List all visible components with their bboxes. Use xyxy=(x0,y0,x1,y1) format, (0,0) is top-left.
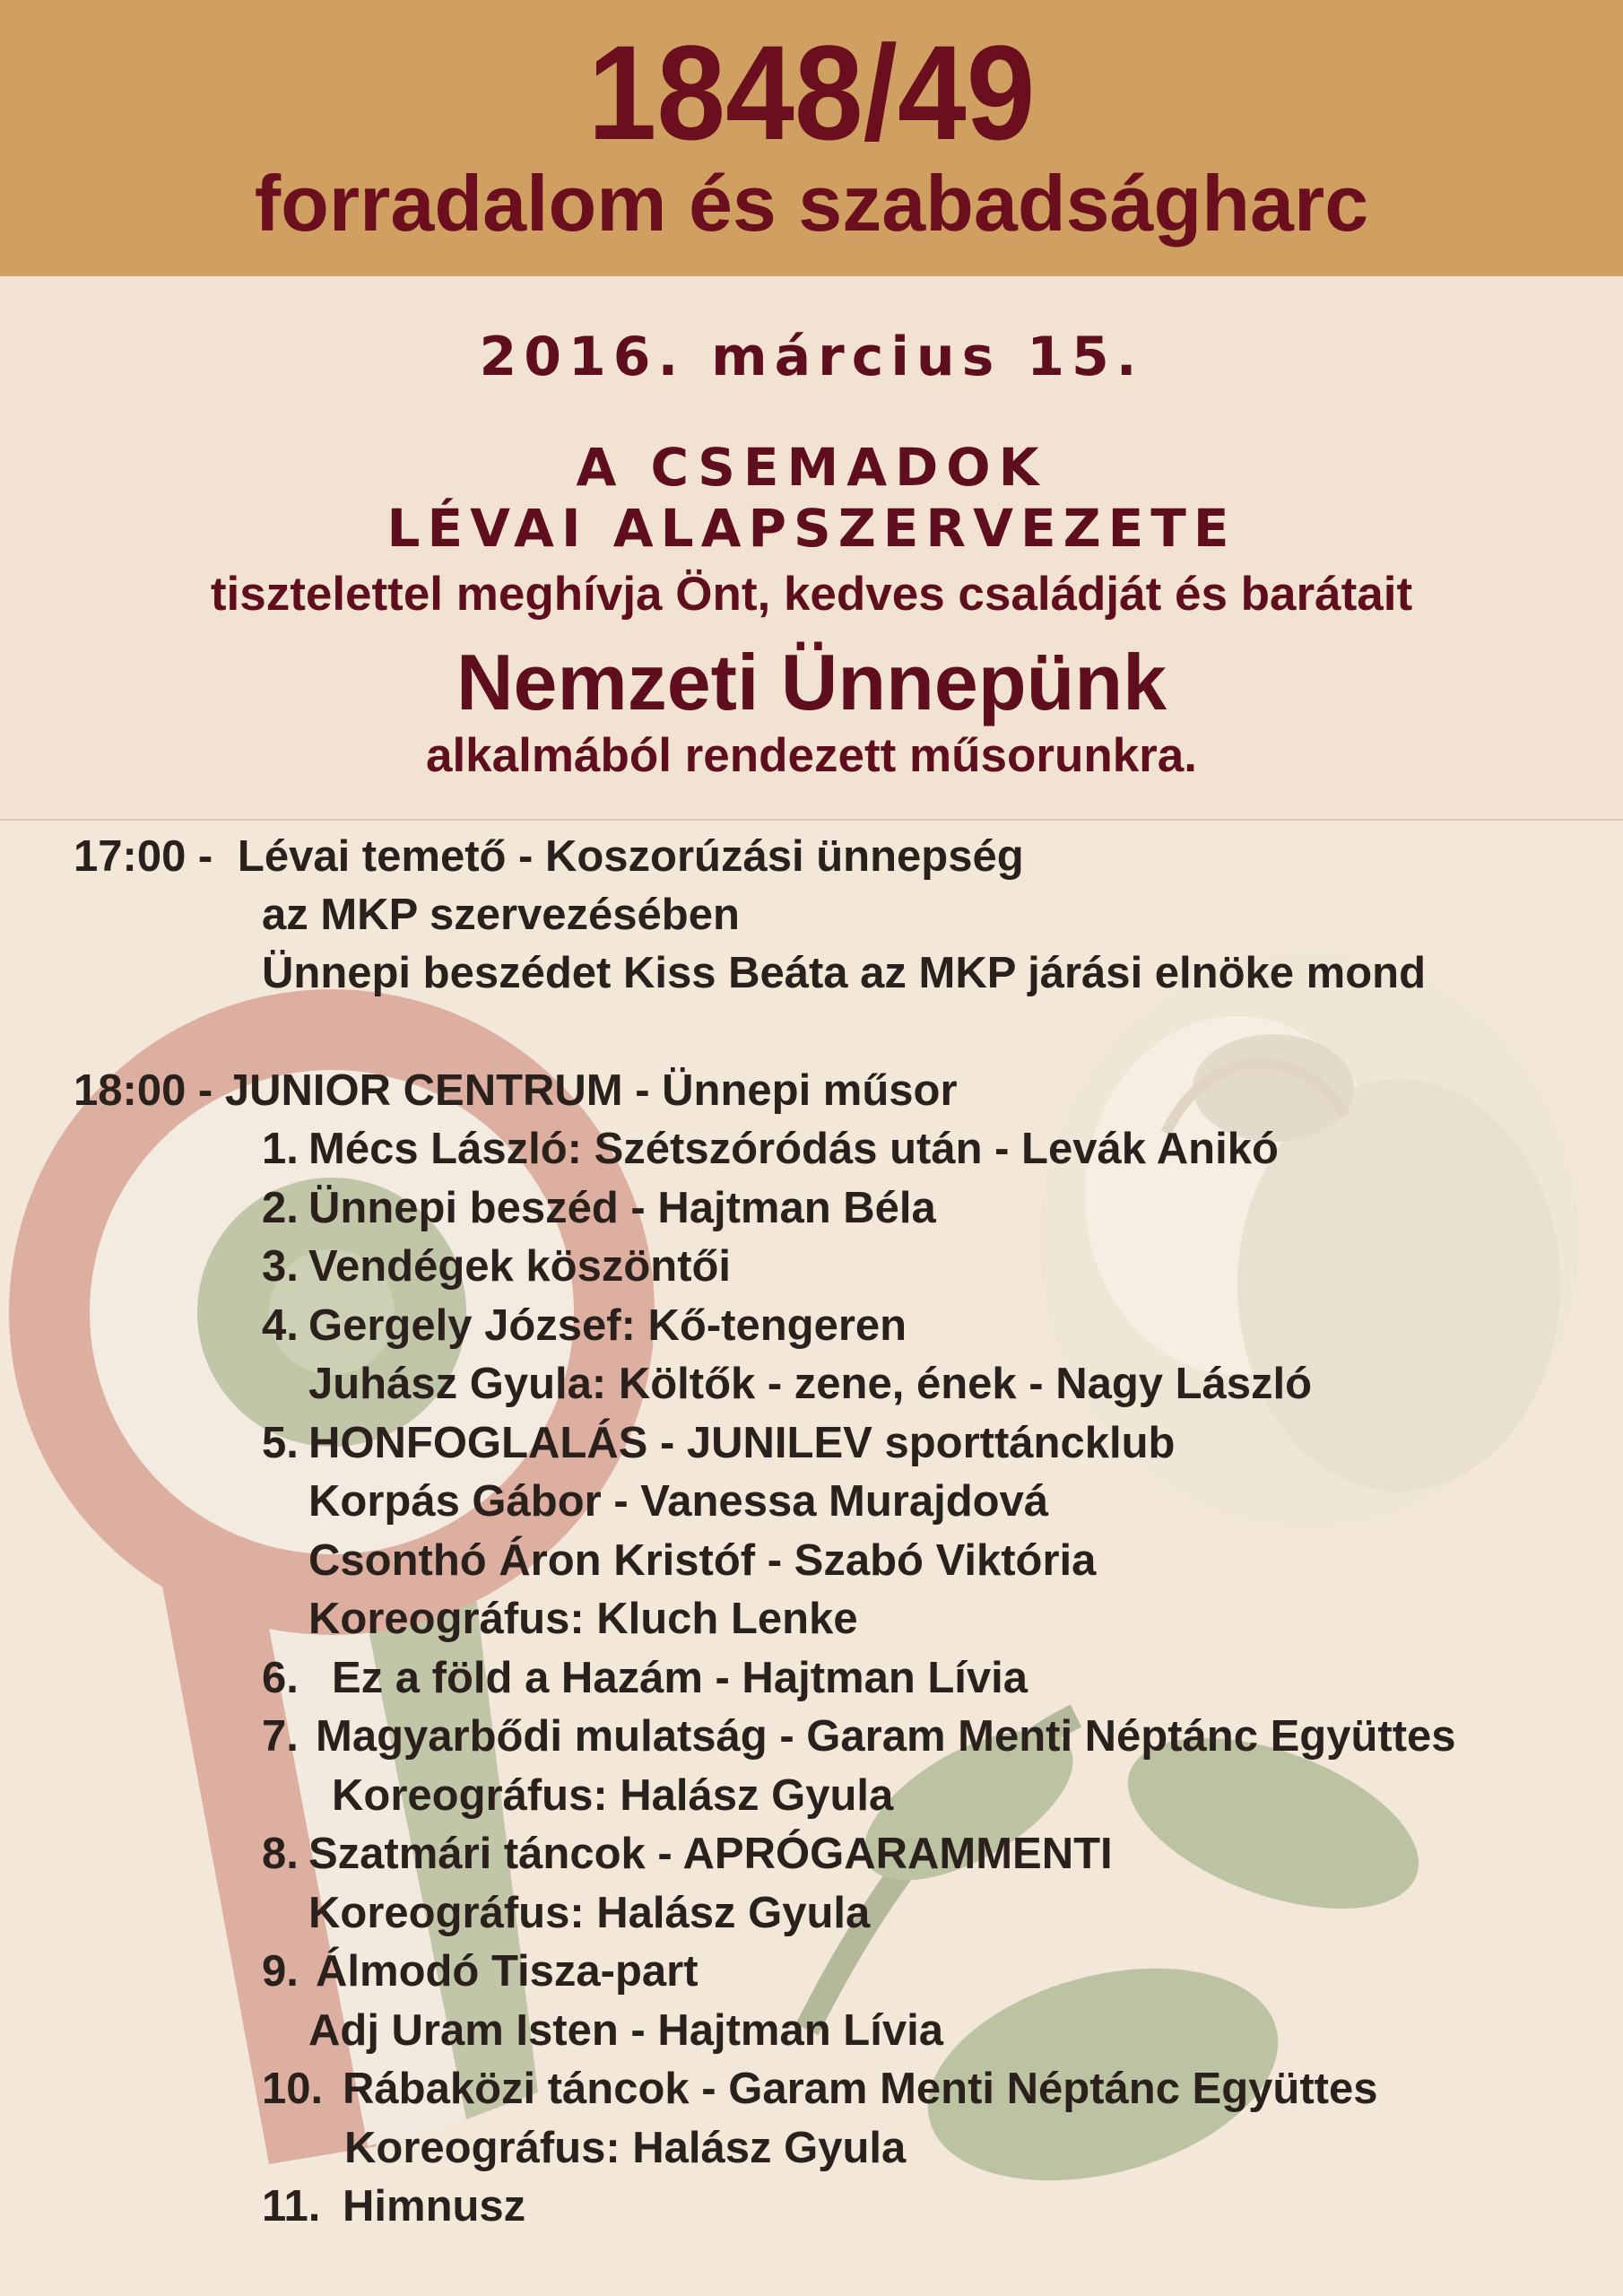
list-item xyxy=(262,1122,1279,1176)
list-item xyxy=(262,1709,1456,1763)
item-text: Adj Uram Isten - Hajtman Lívia xyxy=(308,2006,943,2055)
item-number: 5. xyxy=(262,1419,299,1467)
item-text: HONFOGLALÁS - JUNILEV sporttáncklub xyxy=(308,1419,1176,1467)
item-number: 7. xyxy=(262,1712,299,1761)
header-subtitle: forradalom és szabadságharc xyxy=(254,159,1369,248)
time-label: 17:00 - xyxy=(74,832,213,881)
list-item xyxy=(262,1534,1096,1587)
item-text: Rábaközi táncok - Garam Menti Néptánc Együttes xyxy=(343,2065,1378,2113)
list-item xyxy=(262,2179,525,2233)
item-text: Vendégek köszöntői xyxy=(308,1242,732,1291)
item-text: Juhász Gyula: Költők - zene, ének - Nagy László xyxy=(308,1360,1313,1408)
item-number: 11. xyxy=(262,2182,321,2231)
list-item xyxy=(262,1416,1175,1470)
item-text: Szatmári táncok - APRÓGARAMMENTI xyxy=(308,1830,1113,1878)
list-item xyxy=(262,2121,906,2175)
item-number: 4. xyxy=(262,1301,299,1350)
program-time-1800: 18:00 - JUNIOR CENTRUM - Ünnepi műsor xyxy=(74,1066,958,1115)
list-item xyxy=(262,1239,731,1293)
item-text: Mécs László: Szétszóródás után - Levák Anikó xyxy=(308,1125,1279,1173)
invitation-footer: alkalmából rendezett műsorunkra. xyxy=(425,729,1198,782)
organizer-line-2: LÉVAI ALAPSZERVEZETE xyxy=(386,498,1237,559)
list-item xyxy=(262,1944,699,1998)
block1-title: Lévai temető - Koszorúzási ünnepség xyxy=(237,832,1024,881)
item-text: Koreográfus: Halász Gyula xyxy=(344,2124,907,2172)
item-text: Korpás Gábor - Vanessa Murajdová xyxy=(308,1477,1049,1526)
invitation-text: tisztelettel meghívja Önt, kedves családját és barátait xyxy=(210,568,1413,621)
item-text: Koreográfus: Kluch Lenke xyxy=(308,1595,858,1643)
item-number: 6. xyxy=(262,1654,299,1702)
item-number: 8. xyxy=(262,1830,299,1878)
item-number: 3. xyxy=(262,1242,299,1291)
block1-organizer: az MKP szervezésében xyxy=(262,891,740,939)
list-item xyxy=(262,1827,1113,1881)
list-item xyxy=(262,1886,870,1940)
list-item xyxy=(262,2062,1378,2116)
list-item xyxy=(262,1357,1312,1411)
event-date: 2016. március 15. xyxy=(479,326,1144,388)
list-item xyxy=(262,2004,943,2057)
program-section xyxy=(0,819,1623,2296)
list-item xyxy=(262,1299,907,1352)
invitation-block xyxy=(0,276,1623,821)
list-item xyxy=(262,1651,1028,1705)
organizer-line-1: A CSEMADOK xyxy=(576,437,1047,498)
item-text: Himnusz xyxy=(343,2182,526,2231)
item-number: 9. xyxy=(262,1947,299,1996)
item-text: Ez a föld a Hazám - Hajtman Lívia xyxy=(332,1654,1028,1702)
event-title: Nemzeti Ünnepünk xyxy=(456,638,1167,726)
item-number: 1. xyxy=(262,1125,299,1173)
item-text: Ünnepi beszéd - Hajtman Béla xyxy=(308,1184,936,1232)
list-item xyxy=(262,1769,893,1822)
item-text: Álmodó Tisza-part xyxy=(316,1947,699,1996)
program-time-1700 xyxy=(74,830,1024,883)
header-year: 1848/49 xyxy=(587,17,1036,168)
item-number: 10. xyxy=(262,2065,324,2113)
poster-header xyxy=(0,0,1623,276)
list-item xyxy=(262,1592,858,1646)
item-text: Csonthó Áron Kristóf - Szabó Viktória xyxy=(308,1536,1097,1585)
item-text: Koreográfus: Halász Gyula xyxy=(332,1771,894,1820)
list-item xyxy=(262,1181,936,1235)
item-text: Koreográfus: Halász Gyula xyxy=(308,1889,871,1937)
list-item xyxy=(262,1474,1048,1528)
item-text: Magyarbődi mulatság - Garam Menti Néptánc Együttes xyxy=(316,1712,1456,1761)
block1-speech: Ünnepi beszédet Kiss Beáta az MKP járási elnöke mond xyxy=(262,949,1426,997)
item-number: 2. xyxy=(262,1184,299,1232)
item-text: Gergely József: Kő-tengeren xyxy=(308,1301,907,1350)
